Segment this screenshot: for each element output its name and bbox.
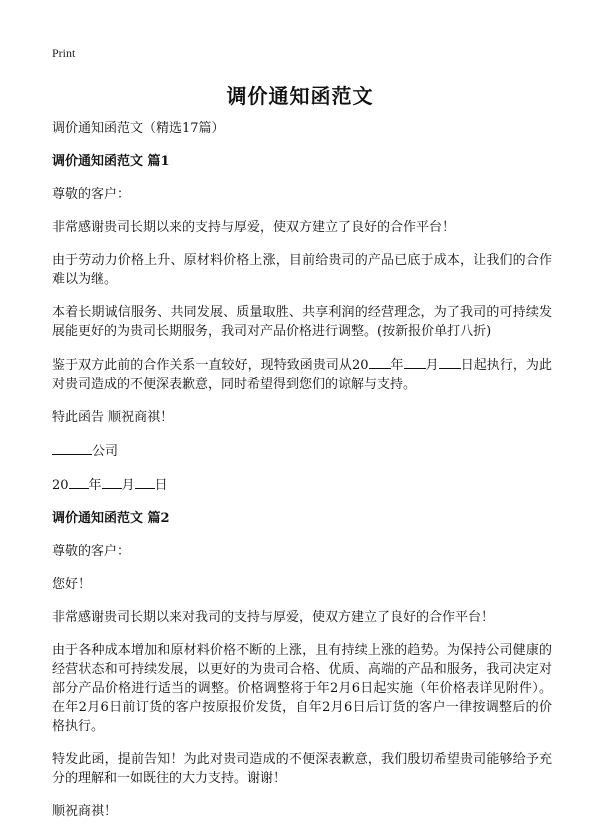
print-link[interactable]: Print xyxy=(52,46,76,60)
paragraph: 由于各种成本增加和原材料价格不断的上涨，且有持续上涨的趋势。为保持公司健康的经营状态和可持续发展，以更好的为贵司合格、优质、高端的产品和服务，我司决定对部分产品价格进行适当的调整。价格调整将于年2月6日起实施（年价格表详见附件）。在年2月6日前订货的客户按原报价发货，自年2月6日后订货的客户一律按调整后的价格执行。 xyxy=(52,643,552,734)
date-day: 日 xyxy=(154,478,168,493)
company-suffix: 公司 xyxy=(92,444,119,459)
date-prefix: 20 xyxy=(52,478,69,493)
date-year: 年 xyxy=(88,478,102,493)
blank-line xyxy=(102,475,122,489)
section-heading: 调价通知函范文 篇1 xyxy=(52,154,170,169)
blank-line xyxy=(69,475,89,489)
date-month: 月 xyxy=(121,478,135,493)
salutation: 尊敬的客户： xyxy=(52,187,131,202)
blank-line xyxy=(439,355,461,369)
blank-line xyxy=(369,355,391,369)
paragraph: 特发此函，提前告知！为此对贵司造成的不便深表歉意，我们殷切希望贵司能够给予充分的理解和一如既往的大力支持。谢谢！ xyxy=(52,752,552,786)
document-body xyxy=(52,119,552,835)
blank-line xyxy=(52,441,92,455)
closing: 特此函告 顺祝商祺！ xyxy=(52,410,174,425)
paragraph-effective-date xyxy=(52,355,552,394)
greeting: 您好！ xyxy=(52,577,92,592)
paragraph: 本着长期诚信服务、共同发展、质量取胜、共享利润的经营理念，为了我司的可持续发展能更好的为贵司长期服务，我司对产品价格进行调整。(按新报价单打八折) xyxy=(52,305,552,339)
paragraph-text: 鉴于双方此前的合作关系一直较好，现特致函贵司从20 xyxy=(52,358,369,373)
signature-company xyxy=(52,441,552,461)
blank-line xyxy=(135,475,155,489)
paragraph: 非常感谢贵司长期以来对我司的支持与厚爱，使双方建立了良好的合作平台！ xyxy=(52,610,495,625)
paragraph: 由于劳动力价格上升、原材料价格上涨，目前给贵司的产品已底于成本，让我们的合作难以为继。 xyxy=(52,253,552,287)
blank-line xyxy=(404,355,426,369)
document-subtitle: 调价通知函范文（精选17篇） xyxy=(52,121,225,136)
paragraph: 非常感谢贵司长期以来的支持与厚爱，使双方建立了良好的合作平台！ xyxy=(52,220,456,235)
paragraph-text: 日起执行，为此对贵司造成的不便深表歉意，同时希望得到您们的谅解与支持。 xyxy=(52,358,552,392)
salutation: 尊敬的客户： xyxy=(52,544,131,559)
year-label: 年 xyxy=(390,358,404,373)
document-title: 调价通知函范文 xyxy=(226,84,374,108)
closing: 顺祝商祺！ xyxy=(52,804,118,819)
section-heading: 调价通知函范文 篇2 xyxy=(52,511,170,526)
signature-date xyxy=(52,475,552,495)
month-label: 月 xyxy=(425,358,439,373)
